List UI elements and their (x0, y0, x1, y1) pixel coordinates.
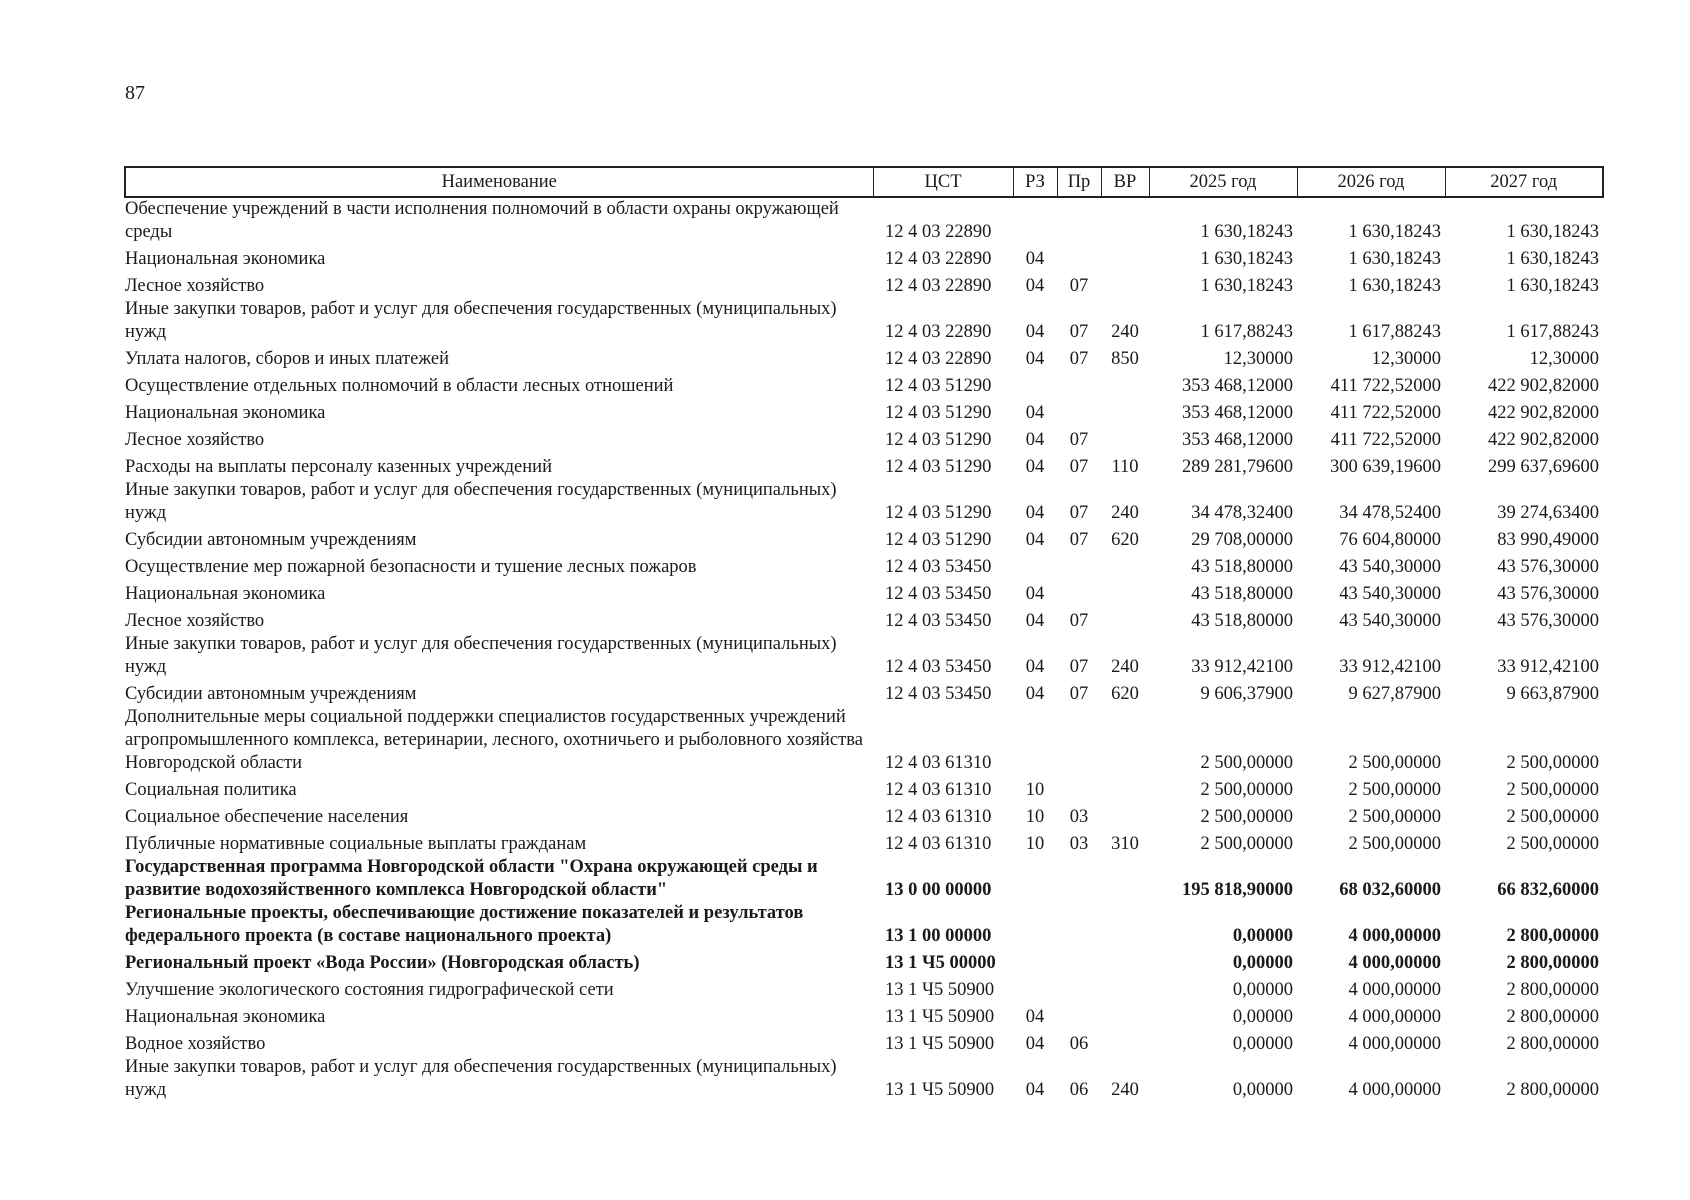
cell-rz (1013, 948, 1057, 975)
cell-2027: 43 576,30000 (1497, 584, 1599, 604)
table-row (125, 633, 1603, 679)
cell-2026: 33 912,42100 (1339, 657, 1441, 677)
cell-2026: 34 478,52400 (1339, 503, 1441, 523)
cell-2026: 4 000,00000 (1348, 1080, 1441, 1100)
cell-cst: 13 0 00 00000 (885, 880, 992, 900)
table-header (125, 167, 1603, 197)
cell-2025: 0,00000 (1232, 1080, 1293, 1100)
cell-2025: 9 606,37900 (1200, 684, 1293, 704)
cell-cst: 12 4 03 61310 (885, 834, 992, 854)
cell-cst: 12 4 03 51290 (885, 430, 992, 450)
cell-vr (1101, 856, 1149, 902)
cell-2025: 0,00000 (1232, 980, 1293, 1000)
cell-name: Социальное обеспечение населения (125, 807, 409, 827)
cell-cst: 12 4 03 51290 (885, 457, 992, 477)
cell-pr (1057, 552, 1101, 579)
cell-2027: 1 630,18243 (1506, 249, 1599, 269)
table-row (125, 425, 1603, 452)
table-row (125, 552, 1603, 579)
cell-rz: 04 (1025, 349, 1045, 369)
cell-name: Улучшение экологического состояния гидрографической сети (125, 980, 614, 1000)
cell-vr: 110 (1111, 457, 1139, 477)
cell-2027: 39 274,63400 (1497, 503, 1599, 523)
table-row (125, 902, 1603, 948)
cell-cst: 12 4 03 22890 (885, 249, 992, 269)
cell-cst: 13 1 Ч5 00000 (885, 953, 996, 973)
cell-cst: 12 4 03 61310 (885, 780, 992, 800)
table-row (125, 856, 1603, 902)
cell-cst: 12 4 03 53450 (885, 657, 992, 677)
table-row (125, 398, 1603, 425)
cell-name: Расходы на выплаты персоналу казенных учреждений (125, 457, 552, 477)
header-rz: РЗ (1013, 167, 1057, 197)
cell-pr: 07 (1069, 684, 1089, 704)
cell-pr (1057, 902, 1101, 948)
cell-rz: 04 (1025, 1080, 1045, 1100)
cell-rz: 04 (1025, 530, 1045, 550)
cell-pr: 07 (1069, 430, 1089, 450)
cell-2025: 33 912,42100 (1191, 657, 1293, 677)
cell-cst: 12 4 03 51290 (885, 403, 992, 423)
table-row (125, 244, 1603, 271)
cell-pr: 03 (1069, 807, 1089, 827)
cell-2026: 4 000,00000 (1348, 953, 1441, 973)
table-row (125, 1056, 1603, 1102)
cell-2027: 66 832,60000 (1497, 880, 1599, 900)
cell-2027: 83 990,49000 (1497, 530, 1599, 550)
cell-cst: 12 4 03 51290 (885, 530, 992, 550)
cell-vr: 620 (1111, 684, 1139, 704)
cell-rz: 10 (1025, 834, 1045, 854)
cell-vr (1101, 802, 1149, 829)
budget-table (124, 166, 1604, 1102)
cell-cst: 13 1 Ч5 50900 (885, 980, 995, 1000)
table-row (125, 948, 1603, 975)
cell-vr (1101, 425, 1149, 452)
cell-pr (1057, 1002, 1101, 1029)
cell-rz (1013, 856, 1057, 902)
cell-pr: 07 (1069, 349, 1089, 369)
cell-name: Иные закупки товаров, работ и услуг для обеспечения государственных (муниципальных) нужд (125, 634, 837, 677)
cell-2026: 1 630,18243 (1348, 222, 1441, 242)
cell-2025: 353 468,12000 (1182, 403, 1293, 423)
cell-2025: 1 630,18243 (1200, 276, 1293, 296)
cell-2025: 43 518,80000 (1191, 611, 1293, 631)
cell-vr (1101, 371, 1149, 398)
cell-pr (1057, 398, 1101, 425)
table-row (125, 606, 1603, 633)
cell-2027: 2 800,00000 (1506, 1007, 1599, 1027)
cell-2026: 2 500,00000 (1348, 834, 1441, 854)
cell-name: Дополнительные меры социальной поддержки специалистов государственных учреждений агропромышленного комплекса, ветеринарии, лесного, охотничьего и рыболовного хозяйства Новгородской области (125, 707, 863, 773)
cell-2027: 2 500,00000 (1506, 834, 1599, 854)
cell-2025: 2 500,00000 (1200, 834, 1293, 854)
cell-vr (1101, 1002, 1149, 1029)
cell-2025: 43 518,80000 (1191, 584, 1293, 604)
table-row (125, 802, 1603, 829)
cell-rz (1013, 371, 1057, 398)
cell-name: Обеспечение учреждений в части исполнения полномочий в области охраны окружающей среды (125, 199, 839, 242)
cell-rz: 04 (1025, 584, 1045, 604)
table-row (125, 1002, 1603, 1029)
cell-cst: 12 4 03 51290 (885, 376, 992, 396)
cell-2026: 68 032,60000 (1339, 880, 1441, 900)
cell-2025: 195 818,90000 (1182, 880, 1293, 900)
cell-2025: 1 617,88243 (1200, 322, 1293, 342)
cell-pr: 07 (1069, 611, 1089, 631)
header-name: Наименование (125, 167, 873, 197)
cell-vr: 620 (1111, 530, 1139, 550)
cell-cst: 12 4 03 53450 (885, 584, 992, 604)
cell-pr (1057, 706, 1101, 775)
cell-2027: 33 912,42100 (1497, 657, 1599, 677)
table-row (125, 271, 1603, 298)
cell-vr (1101, 975, 1149, 1002)
cell-vr (1101, 579, 1149, 606)
cell-2025: 43 518,80000 (1191, 557, 1293, 577)
cell-vr (1101, 552, 1149, 579)
cell-cst: 12 4 03 51290 (885, 503, 992, 523)
cell-rz: 10 (1025, 780, 1045, 800)
cell-rz: 04 (1025, 322, 1045, 342)
cell-2026: 4 000,00000 (1348, 980, 1441, 1000)
cell-2026: 43 540,30000 (1339, 557, 1441, 577)
cell-vr (1101, 902, 1149, 948)
cell-vr: 240 (1111, 1080, 1139, 1100)
cell-cst: 12 4 03 61310 (885, 807, 992, 827)
cell-name: Публичные нормативные социальные выплаты гражданам (125, 834, 587, 854)
cell-cst: 12 4 03 53450 (885, 684, 992, 704)
cell-2025: 12,30000 (1223, 349, 1293, 369)
cell-2027: 2 800,00000 (1506, 926, 1599, 946)
cell-name: Иные закупки товаров, работ и услуг для обеспечения государственных (муниципальных) нужд (125, 299, 837, 342)
table-row (125, 579, 1603, 606)
cell-2025: 0,00000 (1232, 953, 1293, 973)
table-row (125, 479, 1603, 525)
cell-2027: 2 800,00000 (1506, 953, 1599, 973)
table-row (125, 298, 1603, 344)
table-body (125, 197, 1603, 1102)
cell-2026: 4 000,00000 (1348, 1007, 1441, 1027)
cell-cst: 12 4 03 53450 (885, 557, 992, 577)
cell-name: Лесное хозяйство (125, 276, 265, 296)
cell-name: Национальная экономика (125, 584, 326, 604)
cell-2027: 2 500,00000 (1506, 780, 1599, 800)
cell-2027: 43 576,30000 (1497, 557, 1599, 577)
cell-2025: 1 630,18243 (1200, 249, 1293, 269)
cell-cst: 12 4 03 22890 (885, 322, 992, 342)
header-cst: ЦСТ (873, 167, 1013, 197)
cell-pr: 07 (1069, 657, 1089, 677)
cell-2025: 2 500,00000 (1200, 807, 1293, 827)
cell-2026: 300 639,19600 (1330, 457, 1441, 477)
header-2027: 2027 год (1445, 167, 1603, 197)
cell-rz: 04 (1025, 611, 1045, 631)
cell-2025: 34 478,32400 (1191, 503, 1293, 523)
cell-2026: 9 627,87900 (1348, 684, 1441, 704)
cell-name: Региональные проекты, обеспечивающие достижение показателей и результатов федерального проекта (в составе национального проекта) (125, 903, 804, 946)
cell-2025: 289 281,79600 (1182, 457, 1293, 477)
cell-vr: 850 (1111, 349, 1139, 369)
cell-vr (1101, 606, 1149, 633)
cell-name: Иные закупки товаров, работ и услуг для обеспечения государственных (муниципальных) нужд (125, 1057, 837, 1100)
cell-rz (1013, 552, 1057, 579)
cell-2026: 76 604,80000 (1339, 530, 1441, 550)
cell-pr (1057, 197, 1101, 244)
cell-name: Национальная экономика (125, 403, 326, 423)
cell-2026: 411 722,52000 (1330, 430, 1441, 450)
cell-vr: 240 (1111, 503, 1139, 523)
cell-pr: 07 (1069, 457, 1089, 477)
cell-name: Осуществление отдельных полномочий в области лесных отношений (125, 376, 674, 396)
cell-2027: 422 902,82000 (1488, 430, 1599, 450)
cell-2025: 2 500,00000 (1200, 780, 1293, 800)
cell-2027: 1 617,88243 (1506, 322, 1599, 342)
cell-rz (1013, 975, 1057, 1002)
cell-2027: 12,30000 (1529, 349, 1599, 369)
cell-vr (1101, 244, 1149, 271)
cell-2025: 1 630,18243 (1200, 222, 1293, 242)
cell-2026: 2 500,00000 (1348, 780, 1441, 800)
table-row (125, 197, 1603, 244)
cell-pr: 06 (1069, 1080, 1089, 1100)
cell-2025: 0,00000 (1232, 926, 1293, 946)
cell-pr (1057, 244, 1101, 271)
cell-cst: 13 1 00 00000 (885, 926, 992, 946)
cell-cst: 12 4 03 22890 (885, 349, 992, 369)
table-row (125, 706, 1603, 775)
cell-2026: 1 630,18243 (1348, 249, 1441, 269)
cell-rz: 04 (1025, 657, 1045, 677)
table-row (125, 344, 1603, 371)
cell-2027: 422 902,82000 (1488, 376, 1599, 396)
cell-2026: 2 500,00000 (1348, 753, 1441, 773)
cell-vr (1101, 398, 1149, 425)
cell-cst: 12 4 03 22890 (885, 222, 992, 242)
cell-2026: 2 500,00000 (1348, 807, 1441, 827)
cell-rz: 04 (1025, 684, 1045, 704)
cell-vr (1101, 775, 1149, 802)
cell-vr (1101, 271, 1149, 298)
cell-cst: 12 4 03 22890 (885, 276, 992, 296)
cell-name: Иные закупки товаров, работ и услуг для обеспечения государственных (муниципальных) нужд (125, 480, 837, 523)
cell-pr: 03 (1069, 834, 1089, 854)
cell-name: Субсидии автономным учреждениям (125, 684, 417, 704)
cell-2027: 1 630,18243 (1506, 222, 1599, 242)
cell-2026: 12,30000 (1371, 349, 1441, 369)
cell-rz: 04 (1025, 276, 1045, 296)
cell-vr (1101, 197, 1149, 244)
cell-pr (1057, 856, 1101, 902)
cell-2027: 43 576,30000 (1497, 611, 1599, 631)
cell-2025: 29 708,00000 (1191, 530, 1293, 550)
cell-name: Государственная программа Новгородской области "Охрана окружающей среды и развитие водохозяйственного комплекса Новгородской области" (125, 857, 818, 900)
cell-2027: 422 902,82000 (1488, 403, 1599, 423)
cell-name: Региональный проект «Вода России» (Новгородская область) (125, 953, 640, 973)
header-2026: 2026 год (1297, 167, 1445, 197)
cell-rz (1013, 902, 1057, 948)
cell-cst: 12 4 03 53450 (885, 611, 992, 631)
budget-table-wrapper (124, 166, 1602, 1102)
table-row (125, 829, 1603, 856)
cell-pr: 06 (1069, 1034, 1089, 1054)
cell-name: Осуществление мер пожарной безопасности и тушение лесных пожаров (125, 557, 697, 577)
cell-2026: 4 000,00000 (1348, 1034, 1441, 1054)
header-vr: ВР (1101, 167, 1149, 197)
cell-vr: 240 (1111, 657, 1139, 677)
cell-2026: 1 630,18243 (1348, 276, 1441, 296)
cell-pr: 07 (1069, 503, 1089, 523)
cell-vr (1101, 1029, 1149, 1056)
cell-2025: 2 500,00000 (1200, 753, 1293, 773)
cell-rz: 04 (1025, 503, 1045, 523)
page-number: 87 (125, 82, 145, 104)
cell-pr: 07 (1069, 276, 1089, 296)
cell-2027: 9 663,87900 (1506, 684, 1599, 704)
cell-2026: 411 722,52000 (1330, 403, 1441, 423)
table-row (125, 775, 1603, 802)
cell-rz: 04 (1025, 1007, 1045, 1027)
table-row (125, 679, 1603, 706)
cell-2025: 353 468,12000 (1182, 430, 1293, 450)
cell-2027: 299 637,69600 (1488, 457, 1599, 477)
cell-2026: 4 000,00000 (1348, 926, 1441, 946)
cell-name: Социальная политика (125, 780, 297, 800)
cell-name: Субсидии автономным учреждениям (125, 530, 417, 550)
cell-vr (1101, 948, 1149, 975)
cell-rz: 04 (1025, 457, 1045, 477)
cell-vr (1101, 706, 1149, 775)
cell-2025: 353 468,12000 (1182, 376, 1293, 396)
table-row (125, 975, 1603, 1002)
cell-2027: 2 500,00000 (1506, 753, 1599, 773)
cell-name: Водное хозяйство (125, 1034, 266, 1054)
cell-rz: 10 (1025, 807, 1045, 827)
cell-cst: 13 1 Ч5 50900 (885, 1007, 995, 1027)
cell-rz (1013, 197, 1057, 244)
cell-rz: 04 (1025, 430, 1045, 450)
cell-name: Уплата налогов, сборов и иных платежей (125, 349, 450, 369)
cell-rz: 04 (1025, 1034, 1045, 1054)
cell-pr: 07 (1069, 322, 1089, 342)
cell-pr (1057, 371, 1101, 398)
table-row (125, 525, 1603, 552)
cell-2025: 0,00000 (1232, 1034, 1293, 1054)
table-row (125, 371, 1603, 398)
header-row (125, 167, 1603, 197)
cell-name: Лесное хозяйство (125, 430, 265, 450)
cell-rz: 04 (1025, 249, 1045, 269)
cell-vr: 310 (1111, 834, 1139, 854)
cell-2027: 1 630,18243 (1506, 276, 1599, 296)
cell-2026: 43 540,30000 (1339, 584, 1441, 604)
cell-cst: 13 1 Ч5 50900 (885, 1080, 995, 1100)
cell-pr (1057, 579, 1101, 606)
cell-cst: 13 1 Ч5 50900 (885, 1034, 995, 1054)
header-pr: Пр (1057, 167, 1101, 197)
cell-pr (1057, 975, 1101, 1002)
table-row (125, 452, 1603, 479)
cell-pr (1057, 775, 1101, 802)
cell-name: Национальная экономика (125, 249, 326, 269)
cell-2027: 2 500,00000 (1506, 807, 1599, 827)
cell-2026: 43 540,30000 (1339, 611, 1441, 631)
cell-2027: 2 800,00000 (1506, 1080, 1599, 1100)
cell-rz (1013, 706, 1057, 775)
cell-2025: 0,00000 (1232, 1007, 1293, 1027)
cell-2026: 1 617,88243 (1348, 322, 1441, 342)
cell-2027: 2 800,00000 (1506, 980, 1599, 1000)
cell-pr: 07 (1069, 530, 1089, 550)
cell-2026: 411 722,52000 (1330, 376, 1441, 396)
cell-rz: 04 (1025, 403, 1045, 423)
header-2025: 2025 год (1149, 167, 1297, 197)
table-row (125, 1029, 1603, 1056)
cell-pr (1057, 948, 1101, 975)
cell-name: Национальная экономика (125, 1007, 326, 1027)
cell-2027: 2 800,00000 (1506, 1034, 1599, 1054)
cell-vr: 240 (1111, 322, 1139, 342)
cell-cst: 12 4 03 61310 (885, 753, 992, 773)
cell-name: Лесное хозяйство (125, 611, 265, 631)
